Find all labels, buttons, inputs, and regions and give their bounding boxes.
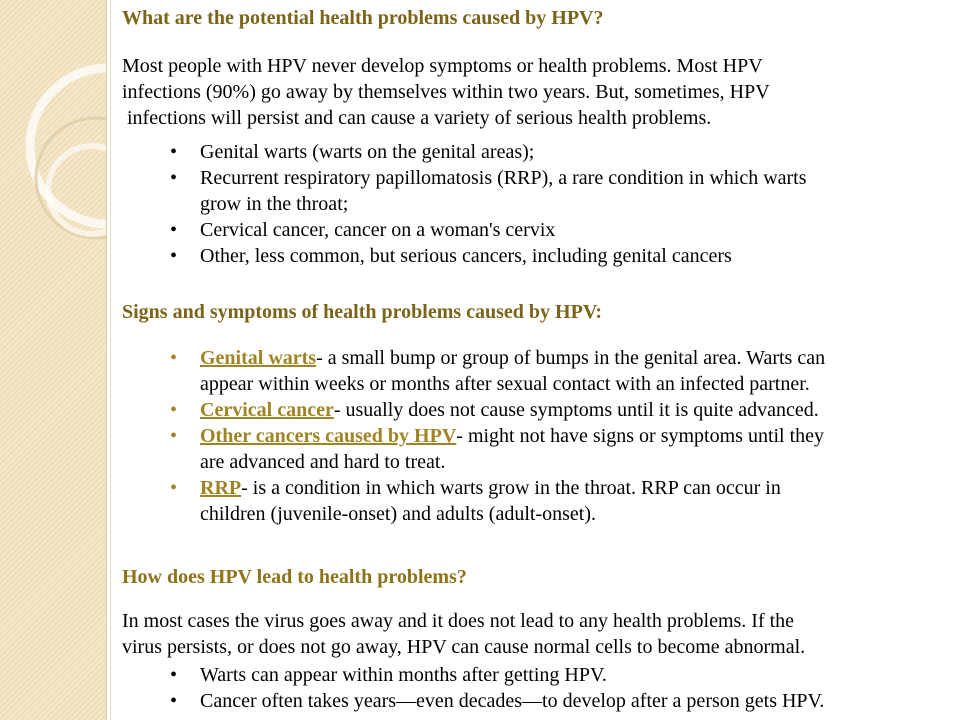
list-item-text: - is a condition in which warts grow in the throat. RRP can occur in xyxy=(241,477,781,499)
list-item-text: Other, less common, but serious cancers, including genital cancers xyxy=(200,245,732,267)
list-item-text: Recurrent respiratory papillomatosis (RRP), a rare condition in which warts xyxy=(200,167,807,189)
section1-bullet-list xyxy=(122,139,956,269)
bullet-mark: • xyxy=(170,141,178,163)
genital-warts-link[interactable]: Genital warts xyxy=(200,347,317,369)
section3-intro-line: In most cases the virus goes away and it does not lead to any health problems. If the xyxy=(122,610,795,632)
section2-bullet-list xyxy=(122,345,956,527)
decorative-circles-graphic xyxy=(0,0,106,720)
list-item xyxy=(122,475,956,527)
section3-bullet-list xyxy=(122,662,956,714)
section3-intro xyxy=(122,608,956,660)
list-item-text: - a small bump or group of bumps in the genital area. Warts can xyxy=(316,347,826,369)
list-item xyxy=(122,397,956,423)
bullet-mark: • xyxy=(170,219,178,241)
section2-heading: Signs and symptoms of health problems caused by HPV: xyxy=(122,301,603,323)
other-cancers-link[interactable]: Other cancers caused by HPV xyxy=(200,425,457,447)
section3-intro-line: virus persists, or does not go away, HPV can cause normal cells to become abnormal. xyxy=(122,636,806,658)
list-item-line xyxy=(200,345,956,371)
list-item-text: - usually does not cause symptoms until it is quite advanced. xyxy=(333,399,819,421)
section1-intro-line: infections will persist and can cause a variety of serious health problems. xyxy=(122,107,712,129)
list-item-text: Cervical cancer, cancer on a woman's cervix xyxy=(200,219,556,241)
bullet-mark: • xyxy=(170,399,178,421)
decorative-side-band xyxy=(0,0,106,720)
bullet-mark: • xyxy=(170,167,178,189)
list-item-line xyxy=(200,423,956,449)
list-item-text: Genital warts (warts on the genital areas); xyxy=(200,141,535,163)
list-item-text: children (juvenile-onset) and adults (adult-onset). xyxy=(200,503,596,525)
list-item xyxy=(122,243,956,269)
list-item xyxy=(122,165,956,217)
list-item xyxy=(122,139,956,165)
list-item-text: Warts can appear within months after getting HPV. xyxy=(200,664,607,686)
section1-intro xyxy=(122,53,956,131)
list-item-text: appear within weeks or months after sexual contact with an infected partner. xyxy=(200,373,810,395)
list-item-text: Cancer often takes years—even decades—to develop after a person gets HPV. xyxy=(200,690,825,712)
bullet-mark: • xyxy=(170,245,178,267)
list-item-line xyxy=(200,475,956,501)
list-item xyxy=(122,688,956,714)
bullet-mark: • xyxy=(170,347,178,369)
list-item xyxy=(122,423,956,475)
section3-heading: How does HPV lead to health problems? xyxy=(122,566,467,588)
section1-intro-line: infections (90%) go away by themselves within two years. But, sometimes, HPV xyxy=(122,81,770,103)
bullet-mark: • xyxy=(170,664,178,686)
list-item xyxy=(122,217,956,243)
list-item-line xyxy=(200,397,956,423)
list-item-text: are advanced and hard to treat. xyxy=(200,451,446,473)
side-divider-line xyxy=(106,0,107,720)
bullet-mark: • xyxy=(170,690,178,712)
list-item xyxy=(122,345,956,397)
list-item xyxy=(122,662,956,688)
side-divider-line-inner xyxy=(110,0,111,720)
bullet-mark: • xyxy=(170,425,178,447)
section1-intro-line: Most people with HPV never develop symptoms or health problems. Most HPV xyxy=(122,55,763,77)
bullet-mark: • xyxy=(170,477,178,499)
section1-heading: What are the potential health problems caused by HPV? xyxy=(122,7,604,29)
cervical-cancer-link[interactable]: Cervical cancer xyxy=(200,399,334,421)
list-item-text: grow in the throat; xyxy=(200,193,349,215)
rrp-link[interactable]: RRP xyxy=(200,477,242,499)
list-item-text: - might not have signs or symptoms until they xyxy=(456,425,825,447)
